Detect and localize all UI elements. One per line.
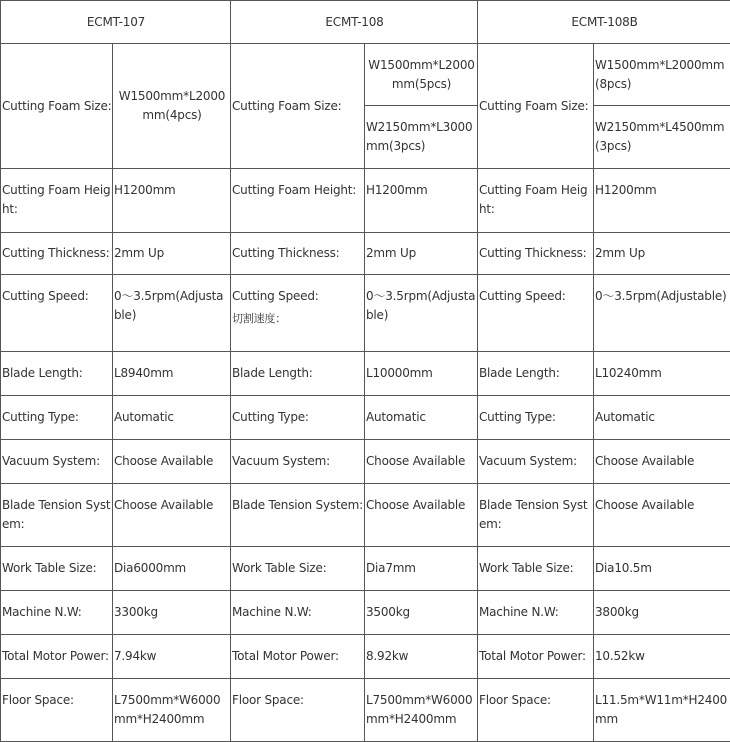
speed-label-cell	[231, 275, 365, 352]
weight-label: Machine N.W:	[231, 591, 365, 635]
floor-ecmt108: L7500mm*W6000mm*H2400mm	[365, 679, 478, 742]
blade-length-label: Blade Length:	[231, 352, 365, 396]
foam-height-ecmt108: H1200mm	[365, 169, 478, 233]
foam-size-ecmt108-b: W2150mm*L3000mm(3pcs)	[365, 106, 478, 169]
foam-size-label: Cutting Foam Size:	[478, 44, 594, 169]
header-row	[1, 1, 730, 44]
cutting-type-row	[1, 396, 730, 440]
floor-label: Floor Space:	[1, 679, 113, 742]
floor-label: Floor Space:	[478, 679, 594, 742]
blade-length-label: Blade Length:	[1, 352, 113, 396]
cutting-type-label: Cutting Type:	[1, 396, 113, 440]
tension-label: Blade Tension System:	[478, 484, 594, 547]
foam-height-ecmt107: H1200mm	[113, 169, 231, 233]
motor-ecmt107: 7.94kw	[113, 635, 231, 679]
blade-length-ecmt108: L10000mm	[365, 352, 478, 396]
vacuum-ecmt107: Choose Available	[113, 440, 231, 484]
table-size-ecmt107: Dia6000mm	[113, 547, 231, 591]
cutting-type-ecmt108b: Automatic	[594, 396, 730, 440]
model-header-ecmt108: ECMT-108	[231, 1, 478, 44]
foam-size-ecmt108-a: W1500mm*L2000mm(5pcs)	[365, 44, 478, 106]
weight-label: Machine N.W:	[478, 591, 594, 635]
model-header-ecmt108b: ECMT-108B	[478, 1, 730, 44]
tension-label: Blade Tension System:	[1, 484, 113, 547]
thickness-label: Cutting Thickness:	[231, 233, 365, 275]
floor-ecmt107: L7500mm*W6000mm*H2400mm	[113, 679, 231, 742]
tension-ecmt108: Choose Available	[365, 484, 478, 547]
vacuum-row	[1, 440, 730, 484]
foam-height-label: Cutting Foam Height:	[231, 169, 365, 233]
blade-length-row	[1, 352, 730, 396]
blade-length-label: Blade Length:	[478, 352, 594, 396]
table-size-row	[1, 547, 730, 591]
motor-row	[1, 635, 730, 679]
speed-label: Cutting Speed:	[478, 275, 594, 352]
foam-height-row	[1, 169, 730, 233]
speed-ecmt107: 0～3.5rpm(Adjustable)	[113, 275, 231, 352]
foam-size-label: Cutting Foam Size:	[231, 44, 365, 169]
foam-size-label: Cutting Foam Size:	[1, 44, 113, 169]
tension-ecmt108b: Choose Available	[594, 484, 730, 547]
floor-row	[1, 679, 730, 742]
tension-label: Blade Tension System:	[231, 484, 365, 547]
motor-ecmt108: 8.92kw	[365, 635, 478, 679]
speed-label-cn: 切割速度：	[232, 309, 364, 328]
thickness-ecmt108b: 2mm Up	[594, 233, 730, 275]
table-size-label: Work Table Size:	[231, 547, 365, 591]
vacuum-label: Vacuum System:	[1, 440, 113, 484]
cutting-type-ecmt108: Automatic	[365, 396, 478, 440]
foam-size-ecmt108b-b: W2150mm*L4500mm(3pcs)	[594, 106, 730, 169]
table-size-label: Work Table Size:	[1, 547, 113, 591]
speed-ecmt108b: 0～3.5rpm(Adjustable)	[594, 275, 730, 352]
vacuum-ecmt108b: Choose Available	[594, 440, 730, 484]
thickness-label: Cutting Thickness:	[1, 233, 113, 275]
foam-height-ecmt108b: H1200mm	[594, 169, 730, 233]
foam-height-label: Cutting Foam Height:	[1, 169, 113, 233]
blade-length-ecmt107: L8940mm	[113, 352, 231, 396]
model-header-ecmt107: ECMT-107	[1, 1, 231, 44]
blade-length-ecmt108b: L10240mm	[594, 352, 730, 396]
table-size-label: Work Table Size:	[478, 547, 594, 591]
tension-row	[1, 484, 730, 547]
vacuum-label: Vacuum System:	[231, 440, 365, 484]
foam-size-ecmt108b-a: W1500mm*L2000mm(8pcs)	[594, 44, 730, 106]
cutting-type-ecmt107: Automatic	[113, 396, 231, 440]
weight-label: Machine N.W:	[1, 591, 113, 635]
weight-ecmt108b: 3800kg	[594, 591, 730, 635]
table-size-ecmt108: Dia7mm	[365, 547, 478, 591]
thickness-ecmt108: 2mm Up	[365, 233, 478, 275]
speed-label: Cutting Speed:	[1, 275, 113, 352]
vacuum-ecmt108: Choose Available	[365, 440, 478, 484]
speed-row	[1, 275, 730, 352]
vacuum-label: Vacuum System:	[478, 440, 594, 484]
thickness-ecmt107: 2mm Up	[113, 233, 231, 275]
weight-ecmt108: 3500kg	[365, 591, 478, 635]
motor-ecmt108b: 10.52kw	[594, 635, 730, 679]
foam-size-ecmt107: W1500mm*L2000mm(4pcs)	[113, 44, 231, 169]
weight-ecmt107: 3300kg	[113, 591, 231, 635]
motor-label: Total Motor Power:	[1, 635, 113, 679]
thickness-label: Cutting Thickness:	[478, 233, 594, 275]
weight-row	[1, 591, 730, 635]
table-size-ecmt108b: Dia10.5m	[594, 547, 730, 591]
foam-size-row	[1, 44, 730, 106]
cutting-type-label: Cutting Type:	[478, 396, 594, 440]
floor-label: Floor Space:	[231, 679, 365, 742]
thickness-row	[1, 233, 730, 275]
motor-label: Total Motor Power:	[231, 635, 365, 679]
floor-ecmt108b: L11.5m*W11m*H2400mm	[594, 679, 730, 742]
motor-label: Total Motor Power:	[478, 635, 594, 679]
speed-label: Cutting Speed:	[232, 287, 364, 306]
speed-ecmt108: 0～3.5rpm(Adjustable)	[365, 275, 478, 352]
foam-height-label: Cutting Foam Height:	[478, 169, 594, 233]
tension-ecmt107: Choose Available	[113, 484, 231, 547]
cutting-type-label: Cutting Type:	[231, 396, 365, 440]
